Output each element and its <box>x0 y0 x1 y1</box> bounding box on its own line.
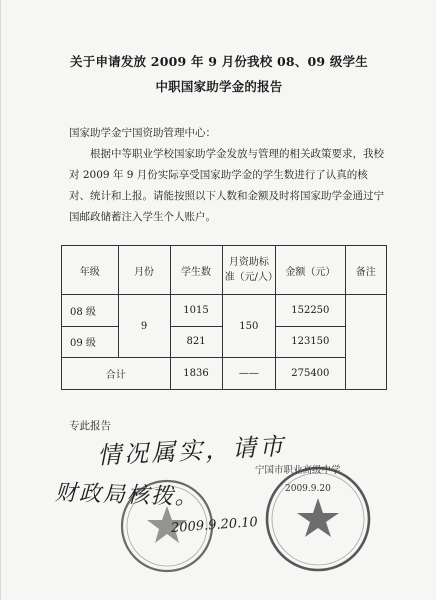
table-row <box>62 295 387 327</box>
handwritten-date: 2009.9.20.10 <box>170 514 259 537</box>
header-standard: 月资助标准（元/人） <box>222 246 276 295</box>
cell-standard-merged: 150 <box>222 295 276 358</box>
header-students: 学生数 <box>170 246 222 295</box>
header-amount: 金额（元） <box>276 246 345 295</box>
cell-grade: 08 级 <box>62 295 119 327</box>
header-remark: 备注 <box>345 246 386 295</box>
closing-remark: 专此报告 <box>69 420 111 432</box>
report-title-line2: 中职国家助学金的报告 <box>155 79 283 94</box>
cell-remark-empty <box>345 295 386 390</box>
handwritten-approval-line2: 财政局核拨。 <box>54 480 200 511</box>
grant-table <box>61 245 387 390</box>
cell-amount: 152250 <box>276 295 345 327</box>
header-grade: 年级 <box>62 246 119 295</box>
cell-total-students: 1836 <box>170 358 222 390</box>
cell-grade: 09 级 <box>62 326 119 358</box>
cell-total-amount: 275400 <box>276 358 345 390</box>
report-title-line1: 关于申请发放 2009 年 9 月份我校 08、09 级学生 <box>70 54 368 69</box>
cell-total-standard: —— <box>222 358 276 390</box>
table-total-row <box>62 358 387 390</box>
cell-amount: 123150 <box>276 326 345 358</box>
cell-total-label: 合计 <box>62 358 171 390</box>
body-paragraph: 根据中等职业学校国家助学金发放与管理的相关政策要求，我校对 2009 年 9 月份实际享受国家助学金的学生数进行了认真的核对、统计和上报。请能按照以下人数和金额及时将国家助学金通过宁国邮政储蓄注入学生个人账户。 <box>69 148 384 223</box>
school-seal <box>263 464 373 574</box>
handwritten-approval-line1: 情况属实，请市 <box>96 432 287 470</box>
addressee: 国家助学金宁国资助管理中心： <box>69 127 216 139</box>
cell-students: 1015 <box>170 295 222 327</box>
school-name-under-seal: 宁国市职业高级中学 <box>255 465 341 476</box>
cell-students: 821 <box>170 326 222 358</box>
header-month: 月份 <box>118 246 170 295</box>
cell-month-merged: 9 <box>118 295 170 358</box>
school-date-under-seal: 2009.9.20 <box>285 484 331 494</box>
table-header-row <box>62 246 387 295</box>
